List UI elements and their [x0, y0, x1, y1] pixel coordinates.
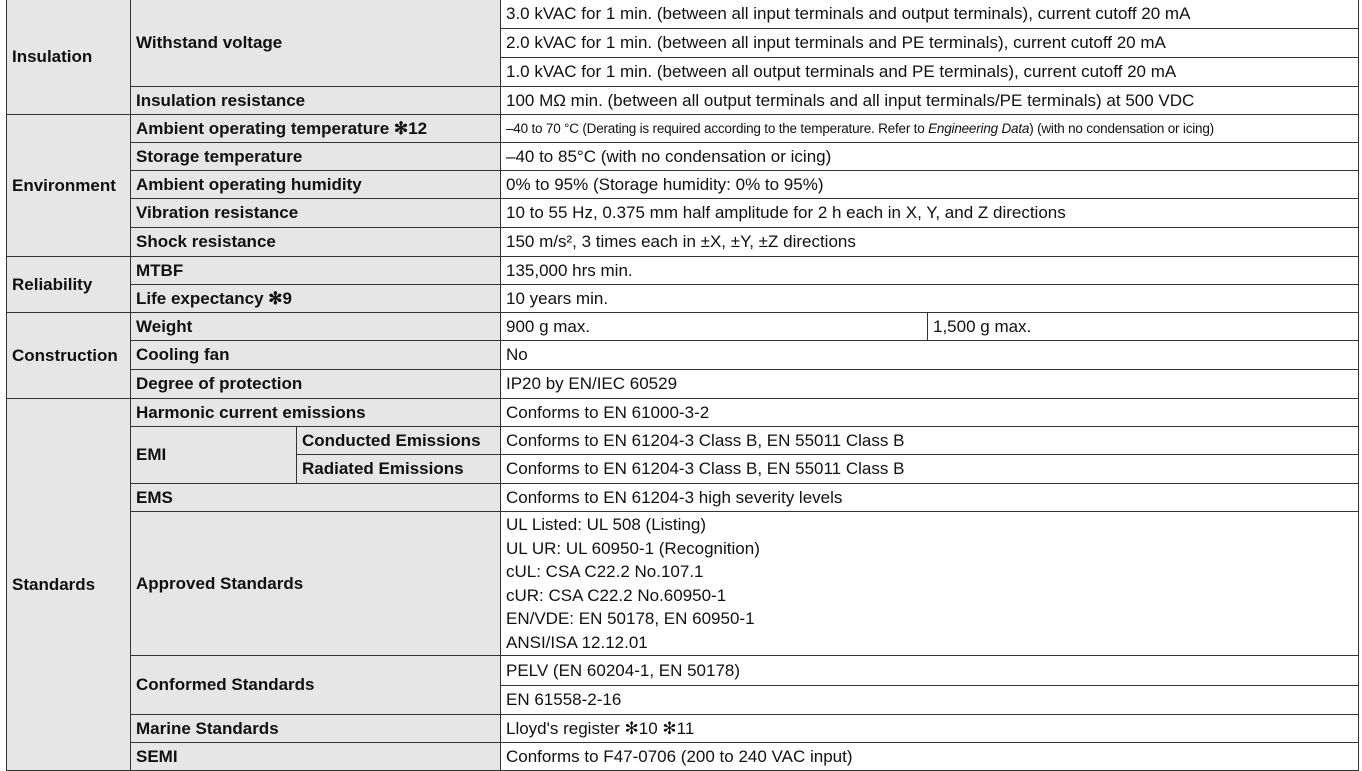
- value-shock-resistance: 150 m/s², 3 times each in ±X, ±Y, ±Z directions: [501, 228, 1359, 257]
- value-temp-part-2: ) (with no condensation or icing): [1029, 120, 1214, 136]
- category-environment: Environment: [7, 115, 131, 257]
- value-mtbf: 135,000 hrs min.: [501, 257, 1359, 285]
- value-vibration-resistance: 10 to 55 Hz, 0.375 mm half amplitude for 2 h each in X, Y, and Z directions: [501, 199, 1359, 228]
- value-weight-a: 900 g max.: [501, 313, 928, 341]
- value-temp-part-1: –40 to 70 °C (Derating is required according to the temperature. Refer to: [506, 120, 929, 136]
- label-conformed-standards: Conformed Standards: [131, 656, 501, 715]
- value-conformed-standards-1: PELV (EN 60204-1, EN 50178): [501, 656, 1359, 686]
- label-ems: EMS: [131, 484, 501, 512]
- category-construction: Construction: [7, 313, 131, 399]
- label-degree-of-protection: Degree of protection: [131, 370, 501, 399]
- label-harmonic-current-emissions: Harmonic current emissions: [131, 399, 501, 427]
- value-radiated-emissions: Conforms to EN 61204-3 Class B, EN 55011 Class B: [501, 455, 1359, 484]
- value-conformed-standards-2: EN 61558-2-16: [501, 686, 1359, 715]
- value-semi: Conforms to F47-0706 (200 to 240 VAC input): [501, 743, 1359, 771]
- value-insulation-resistance: 100 MΩ min. (between all output terminals and all input terminals/PE terminals) at 500 VDC: [501, 87, 1359, 115]
- label-life-expectancy: Life expectancy ✻9: [131, 285, 501, 313]
- approved-standard-line: EN/VDE: EN 50178, EN 60950-1: [506, 609, 755, 628]
- value-approved-standards: [501, 512, 1359, 656]
- value-conducted-emissions: Conforms to EN 61204-3 Class B, EN 55011 Class B: [501, 427, 1359, 455]
- label-ambient-operating-temperature: Ambient operating temperature ✻12: [131, 115, 501, 143]
- label-emi: EMI: [131, 427, 297, 484]
- approved-standard-line: UL UR: UL 60950-1 (Recognition): [506, 538, 760, 558]
- label-mtbf: MTBF: [131, 257, 501, 285]
- label-approved-standards: Approved Standards: [131, 512, 501, 656]
- value-withstand-voltage-2: 2.0 kVAC for 1 min. (between all input terminals and PE terminals), current cutoff 20 mA: [501, 29, 1359, 58]
- value-withstand-voltage-3: 1.0 kVAC for 1 min. (between all output terminals and PE terminals), current cutoff 20 mA: [501, 58, 1359, 87]
- value-life-expectancy: 10 years min.: [501, 285, 1359, 313]
- approved-standard-line: UL Listed: UL 508 (Listing): [506, 515, 707, 534]
- label-conducted-emissions: Conducted Emissions: [297, 427, 501, 455]
- value-ambient-operating-temperature: [501, 115, 1359, 143]
- category-standards: Standards: [7, 399, 131, 771]
- approved-standard-line: ANSI/ISA 12.12.01: [506, 632, 648, 652]
- label-vibration-resistance: Vibration resistance: [131, 199, 501, 228]
- label-ambient-operating-humidity: Ambient operating humidity: [131, 171, 501, 199]
- label-insulation-resistance: Insulation resistance: [131, 87, 501, 115]
- label-withstand-voltage: Withstand voltage: [131, 0, 501, 87]
- value-temp-engineering-data: Engineering Data: [928, 120, 1030, 136]
- category-reliability: Reliability: [7, 257, 131, 313]
- value-storage-temperature: –40 to 85°C (with no condensation or icing): [501, 143, 1359, 171]
- approved-standard-line: cUL: CSA C22.2 No.107.1: [506, 562, 704, 581]
- value-withstand-voltage-1: 3.0 kVAC for 1 min. (between all input terminals and output terminals), current cutoff 20 mA: [501, 0, 1359, 29]
- label-storage-temperature: Storage temperature: [131, 143, 501, 171]
- label-shock-resistance: Shock resistance: [131, 228, 501, 257]
- approved-standard-line: cUR: CSA C22.2 No.60950-1: [506, 585, 727, 605]
- label-radiated-emissions: Radiated Emissions: [297, 455, 501, 484]
- label-marine-standards: Marine Standards: [131, 715, 501, 743]
- specifications-table: [6, 0, 1359, 771]
- value-degree-of-protection: IP20 by EN/IEC 60529: [501, 370, 1359, 399]
- category-insulation: Insulation: [7, 0, 131, 115]
- value-weight-b: 1,500 g max.: [928, 313, 1359, 341]
- value-ems: Conforms to EN 61204-3 high severity levels: [501, 484, 1359, 512]
- label-weight: Weight: [131, 313, 501, 341]
- value-marine-standards: Lloyd's register ✻10 ✻11: [501, 715, 1359, 743]
- value-ambient-operating-humidity: 0% to 95% (Storage humidity: 0% to 95%): [501, 171, 1359, 199]
- label-semi: SEMI: [131, 743, 501, 771]
- value-harmonic-current-emissions: Conforms to EN 61000-3-2: [501, 399, 1359, 427]
- label-cooling-fan: Cooling fan: [131, 341, 501, 370]
- value-cooling-fan: No: [501, 341, 1359, 370]
